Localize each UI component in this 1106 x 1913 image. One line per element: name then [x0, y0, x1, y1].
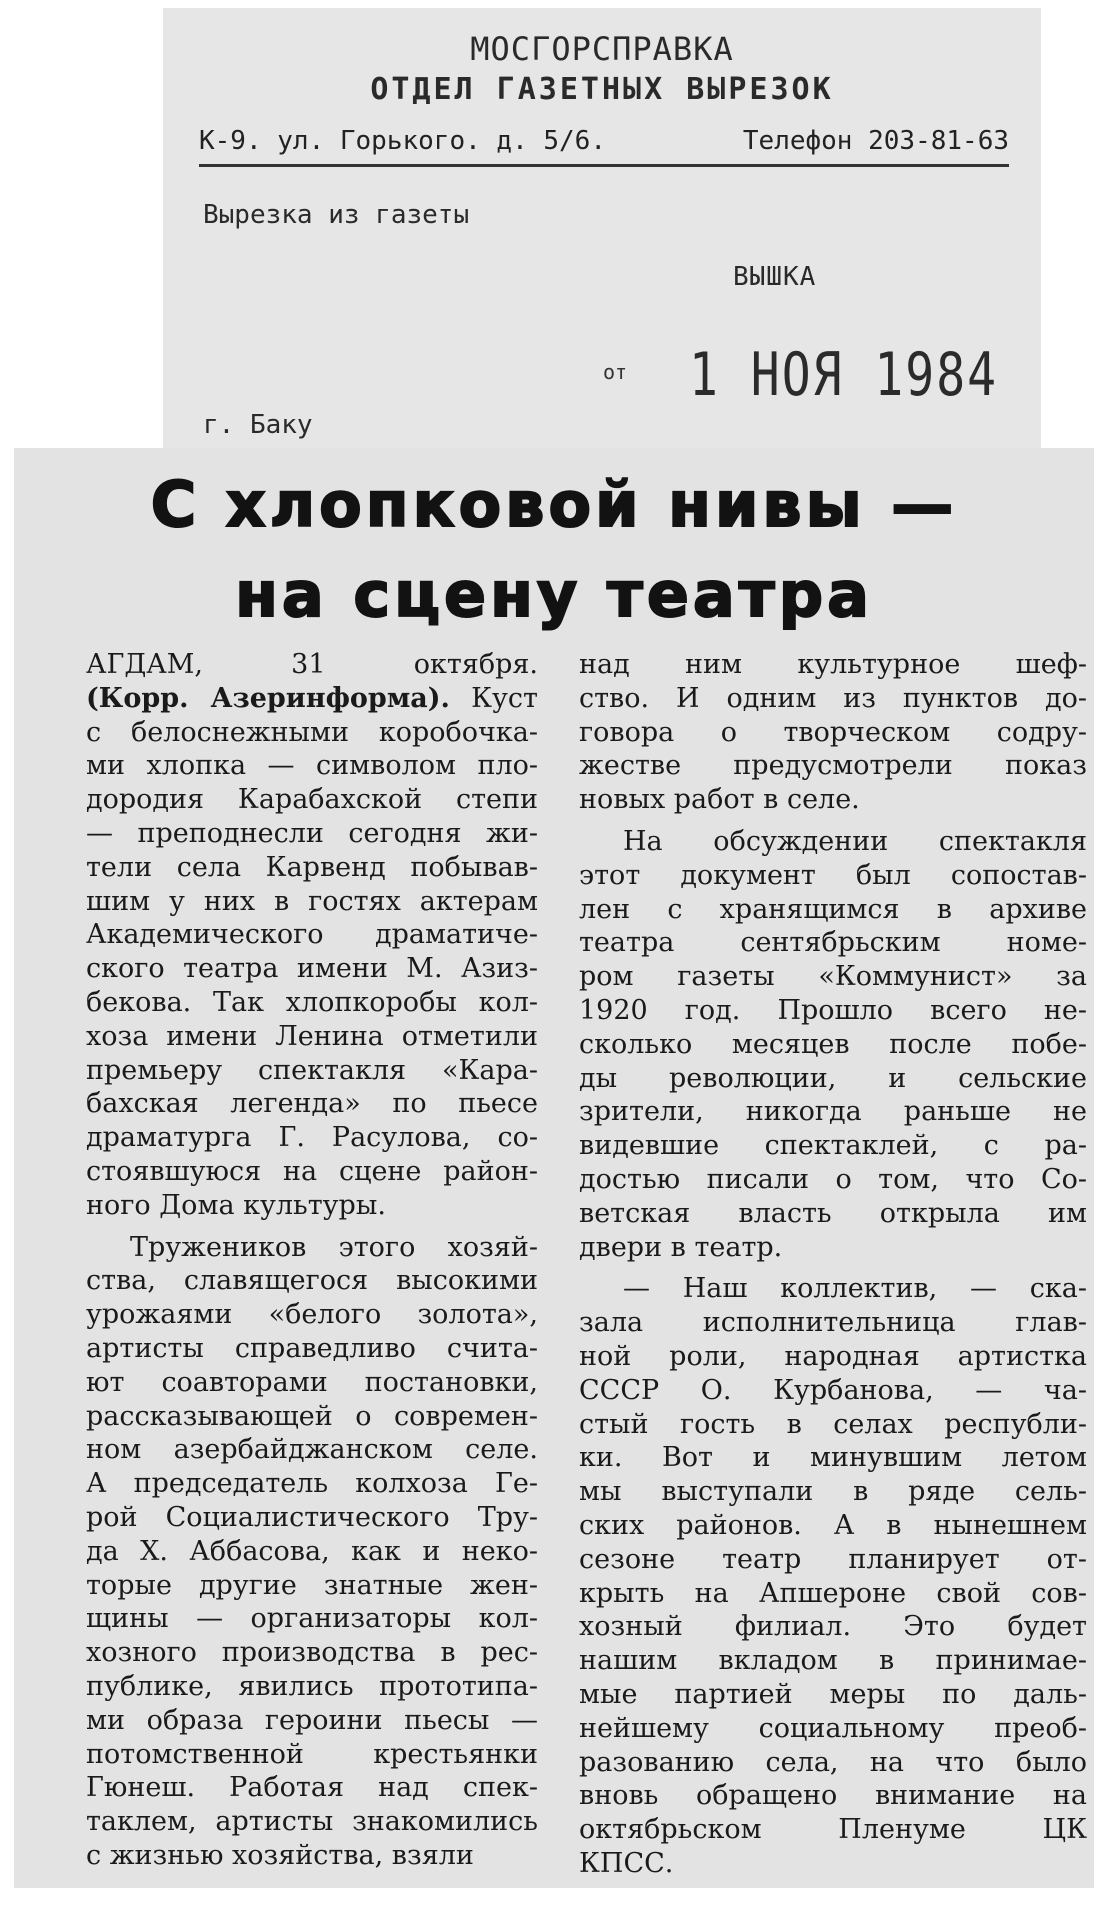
- text-line: видевшие спектаклей, с ра-: [579, 1130, 1087, 1162]
- text-line: лен с хранящимся в архиве: [579, 893, 1087, 925]
- date-stamp: 1 НОЯ 1984: [689, 340, 998, 410]
- text-line: крыть на Апшероне свой сов-: [579, 1577, 1087, 1609]
- phone-number: Телефон 203-81-63: [742, 126, 1009, 156]
- text-line: щины — организаторы кол-: [86, 1603, 538, 1635]
- text-line: ского театра имени М. Азиз-: [86, 953, 538, 985]
- address: К-9. ул. Горького. д. 5/6.: [199, 126, 606, 156]
- text-line: нашим вкладом в принимае-: [579, 1645, 1087, 1677]
- text-line: Академического драматиче-: [86, 919, 538, 951]
- city-label: г. Баку: [203, 410, 313, 440]
- text-line: стоявшуюся на сцене район-: [86, 1155, 538, 1187]
- headline-line-1: С хлопковой нивы —: [150, 468, 958, 541]
- text-line: премьеру спектакля «Кара-: [86, 1054, 538, 1086]
- text-line: над ним культурное шеф-: [579, 649, 1087, 680]
- text-line: театра сентябрьским номе-: [579, 927, 1087, 959]
- text-line: ми образа героини пьесы —: [86, 1704, 538, 1736]
- text-line: разованию села, на что было: [579, 1746, 1087, 1778]
- text-line: новых работ в селе.: [579, 784, 860, 816]
- text-line: ют соавторами постановки,: [86, 1366, 538, 1398]
- agency-name: МОСГОРСПРАВКА: [470, 30, 734, 68]
- text-line: жестве предусмотрели показ: [579, 750, 1087, 782]
- text-line: ки. Вот и минувшим летом: [579, 1442, 1087, 1474]
- text-line: хозного производства в рес-: [86, 1637, 538, 1669]
- text-line: сколько месяцев после побе-: [579, 1028, 1087, 1060]
- text-line: бекова. Так хлопкоробы кол-: [86, 986, 538, 1018]
- text-line: бахская легенда» по пьесе: [86, 1088, 538, 1120]
- text-line: ном азербайджанском селе.: [86, 1434, 538, 1466]
- text-line: рассказывающей о современ-: [86, 1400, 538, 1432]
- text-line: — преподнесли сегодня жи-: [86, 817, 538, 849]
- text-line: Гюнеш. Работая над спек-: [86, 1772, 538, 1804]
- text-line: ских районов. А в нынешнем: [579, 1509, 1087, 1541]
- text-line: вновь обращено внимание на: [579, 1780, 1087, 1812]
- text-line: ного Дома культуры.: [86, 1189, 386, 1221]
- text-line: СССР О. Курбанова, — ча-: [579, 1374, 1087, 1406]
- text-line: драматурга Г. Расулова, со-: [86, 1122, 538, 1154]
- text-line: А председатель колхоза Ге-: [86, 1468, 538, 1500]
- date-from-label: от: [603, 360, 628, 384]
- text-line: говора о творческом содру-: [579, 716, 1087, 748]
- text-line: с жизнью хозяйства, взяли: [86, 1839, 474, 1871]
- text-line: этот документ был сопостав-: [579, 859, 1087, 891]
- article-column-right: [579, 648, 1087, 1881]
- clip-source-label: Вырезка из газеты: [203, 200, 470, 230]
- text-line: торые другие знатные жен-: [86, 1569, 538, 1601]
- dateline: АГДАМ, 31 октября.: [86, 649, 538, 680]
- text-line: двери в театр.: [579, 1231, 783, 1263]
- newspaper-clipping: [14, 448, 1094, 1888]
- text-line: тели села Карвенд побывав-: [86, 851, 538, 883]
- paragraph: [579, 1272, 1087, 1880]
- source-line: [86, 682, 538, 716]
- headline-line-2: на сцену театра: [235, 558, 873, 631]
- text-line: таклем, артисты знакомились: [86, 1806, 538, 1838]
- department-name: ОТДЕЛ ГАЗЕТНЫХ ВЫРЕЗОК: [370, 72, 834, 107]
- text-line: октябрьском Пленуме ЦК: [579, 1814, 1087, 1846]
- text-line: ветская власть открыла им: [579, 1197, 1087, 1229]
- text-line: хозный филиал. Это будет: [579, 1611, 1087, 1643]
- text-line: — Наш коллектив, — ска-: [623, 1273, 1087, 1305]
- text-line: хоза имени Ленина отметили: [86, 1020, 538, 1052]
- address-row: [199, 122, 1009, 167]
- paragraph: [579, 825, 1087, 1264]
- text-line: мые партией меры по даль-: [579, 1678, 1087, 1710]
- text-line: зала исполнительница глав-: [579, 1307, 1087, 1339]
- text-line: ми хлопка — символом пло-: [86, 750, 538, 782]
- text-line: На обсуждении спектакля: [623, 825, 1087, 857]
- text-line: да Х. Аббасова, как и неко-: [86, 1535, 538, 1567]
- text-line: дородия Карабахской степи: [86, 784, 538, 816]
- text-line: с белоснежными коробочка-: [86, 716, 538, 748]
- header-slip: [163, 8, 1041, 448]
- text-line: ды революции, и сельские: [579, 1062, 1087, 1094]
- text-line: Тружеников этого хозяй-: [130, 1231, 538, 1263]
- text-line: ной роли, народная артистка: [579, 1340, 1087, 1372]
- source-agency: (Корр. Азеринформа).: [86, 682, 450, 714]
- text-line: мы выступали в ряде сель-: [579, 1476, 1087, 1508]
- text-line: артисты справедливо счита-: [86, 1332, 538, 1364]
- text-line: стый гость в селах республи-: [579, 1408, 1087, 1440]
- newspaper-name: ВЫШКА: [733, 262, 817, 292]
- text-line: зрители, никогда раньше не: [579, 1096, 1087, 1128]
- article-column-left: [86, 648, 538, 1873]
- paragraph: [86, 1231, 538, 1873]
- text-line: достью писали о том, что Со-: [579, 1163, 1087, 1195]
- text-line: урожаями «белого золота»,: [86, 1299, 538, 1331]
- text-line: ром газеты «Коммунист» за: [579, 961, 1087, 993]
- text-line: 1920 год. Прошло всего не-: [579, 994, 1087, 1026]
- text-line: потомственной крестьянки: [86, 1738, 538, 1770]
- text-line: рой Социалистического Тру-: [86, 1501, 538, 1533]
- text-line: ство. И одним из пунктов до-: [579, 682, 1087, 714]
- paragraph: [579, 648, 1087, 817]
- text-line: сезоне театр планирует от-: [579, 1543, 1087, 1575]
- text-line: нейшему социальному преоб-: [579, 1712, 1087, 1744]
- source-tail: Куст: [449, 682, 538, 714]
- text-line: ства, славящегося высокими: [86, 1265, 538, 1297]
- text-line: шим у них в гостях актерам: [86, 885, 538, 917]
- paragraph: [86, 648, 538, 1223]
- text-line: публике, явились прототипа-: [86, 1670, 538, 1702]
- text-line: КПСС.: [579, 1847, 674, 1879]
